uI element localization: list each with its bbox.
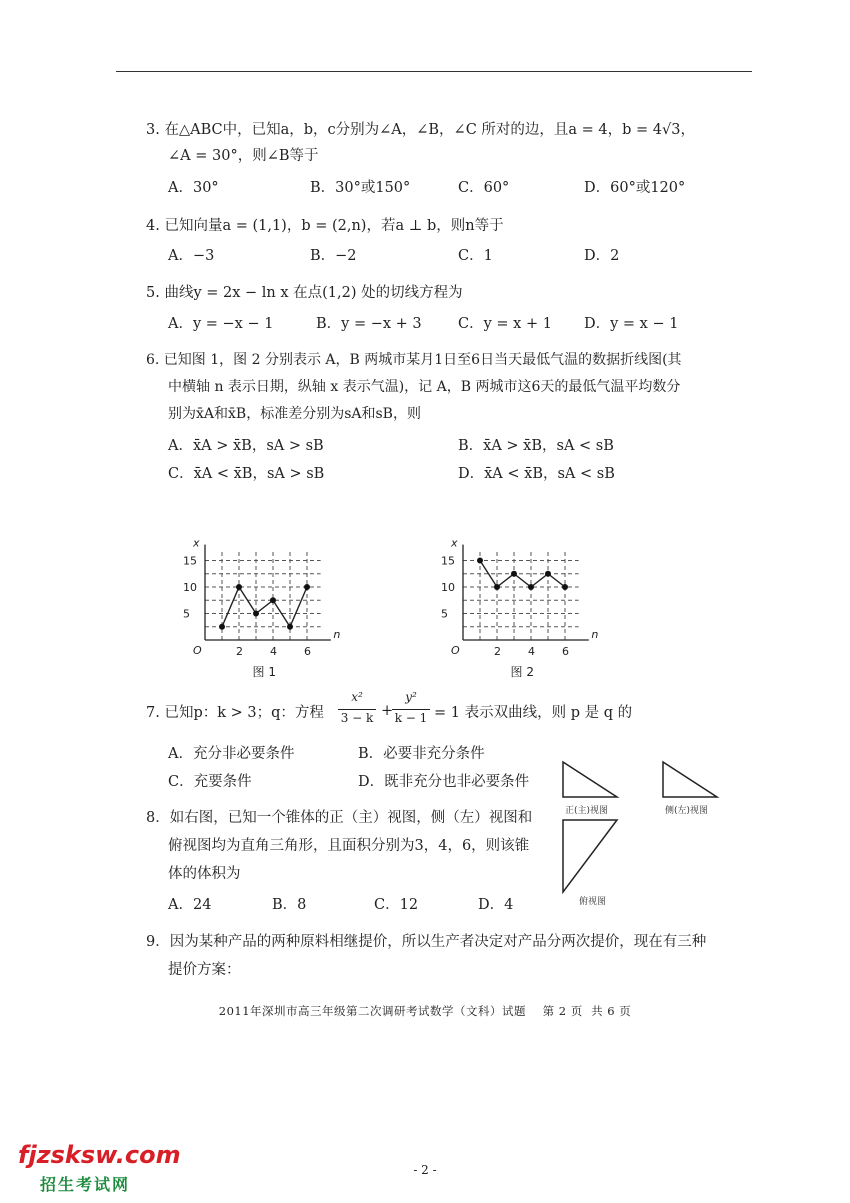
x-tick-label: 6	[304, 645, 311, 658]
q5-option-d: D．y = x − 1	[584, 316, 679, 332]
origin-label: O	[193, 644, 202, 657]
q8-option-c: C．12	[374, 897, 419, 913]
q3-line2: ∠A = 30°，则∠B等于	[168, 148, 319, 164]
q3-option-c: C．60°	[458, 180, 510, 196]
front-view-label: 正(主)视图	[565, 806, 609, 816]
x-tick-label: 4	[270, 645, 277, 658]
site-logo-subtitle: 招生考试网	[40, 1175, 131, 1194]
q7-frac2-bar	[392, 709, 430, 710]
q6-option-a: A．x̄A > x̄B，sA > sB	[168, 438, 324, 454]
data-point	[511, 571, 517, 577]
y-axis-label: x	[451, 536, 458, 550]
q7-option-c: C．充要条件	[168, 774, 252, 790]
data-point	[304, 584, 310, 590]
q3-option-a: A．30°	[168, 180, 219, 196]
side-view-triangle	[663, 762, 717, 797]
side-view-label: 侧(左)视图	[665, 806, 709, 816]
data-point	[477, 558, 483, 564]
data-point	[236, 584, 242, 590]
data-point	[253, 611, 259, 617]
data-point	[494, 584, 500, 590]
q7-plus: +	[381, 703, 394, 719]
q7-option-b: B．必要非充分条件	[358, 746, 485, 762]
data-point	[287, 624, 293, 630]
y-tick-label: 5	[441, 607, 448, 621]
q6-line3: 别为x̄A和x̄B，标准差分别为sA和sB，则	[168, 406, 421, 422]
q8-option-d: D．4	[478, 897, 514, 913]
q8-option-b: B．8	[272, 897, 307, 913]
q8-line3: 体的体积为	[168, 866, 241, 882]
q5-option-b: B．y = −x + 3	[316, 316, 422, 332]
q7-option-d: D．既非充分也非必要条件	[358, 774, 530, 790]
site-logo-text: fjzsksw.com	[18, 1141, 181, 1169]
figure-caption: 图 2	[510, 665, 534, 679]
front-view-triangle	[563, 762, 617, 797]
y-axis-label: x	[193, 536, 200, 550]
q7-frac1-bar	[338, 709, 376, 710]
chart-figure-2	[428, 490, 638, 680]
header-rule	[116, 71, 752, 72]
q8-line1: 8．如右图，已知一个锥体的正（主）视图，侧（左）视图和	[146, 810, 533, 826]
q3-line1: 3. 在△ABC中，已知a，b，c分别为∠A，∠B，∠C 所对的边，且a = 4，b = 4√3，	[146, 122, 695, 138]
figure-caption: 图 1	[252, 665, 276, 679]
q7-frac1-num: x²	[351, 690, 363, 704]
q5-option-c: C．y = x + 1	[458, 316, 552, 332]
q7-option-a: A．充分非必要条件	[168, 746, 295, 762]
data-point	[528, 584, 534, 590]
q4-option-d: D．2	[584, 248, 620, 264]
origin-label: O	[451, 644, 460, 657]
q7-frac1-den: 3 − k	[340, 711, 374, 725]
three-view-diagram	[555, 752, 735, 912]
x-tick-label: 2	[494, 645, 501, 658]
q6-option-b: B．x̄A > x̄B，sA < sB	[458, 438, 614, 454]
series-line	[222, 587, 307, 627]
q9-line1: 9．因为某种产品的两种原料相继提价，所以生产者决定对产品分两次提价，现在有三种	[146, 934, 707, 950]
x-axis-label: n	[591, 628, 599, 641]
chart-figure-1	[170, 490, 380, 680]
data-point	[219, 624, 225, 630]
data-point	[562, 584, 568, 590]
x-tick-label: 4	[528, 645, 535, 658]
q7-prefix: 7. 已知p：k > 3；q：方程	[146, 705, 324, 721]
q6-option-c: C．x̄A < x̄B，sA > sB	[168, 466, 325, 482]
data-point	[270, 597, 276, 603]
q4-option-b: B．−2	[310, 248, 357, 264]
q4-line1: 4. 已知向量a = (1,1)，b = (2,n)，若a ⊥ b，则n等于	[146, 218, 504, 234]
y-tick-label: 15	[441, 554, 455, 568]
x-axis-label: n	[333, 628, 341, 641]
q8-option-a: A．24	[168, 897, 212, 913]
y-tick-label: 10	[183, 581, 197, 594]
top-view-label: 俯视图	[579, 897, 607, 907]
q7-suffix: = 1 表示双曲线，则 p 是 q 的	[434, 705, 633, 721]
top-view-triangle	[563, 820, 617, 892]
x-tick-label: 6	[562, 645, 569, 658]
q7-frac2-den: k − 1	[394, 711, 428, 725]
y-tick-label: 15	[183, 554, 197, 568]
y-tick-label: 5	[183, 607, 190, 621]
q3-option-d: D．60°或120°	[584, 180, 686, 196]
q6-option-d: D．x̄A < x̄B，sA < sB	[458, 466, 615, 482]
q5-option-a: A．y = −x − 1	[168, 316, 274, 332]
q4-option-a: A．−3	[168, 248, 215, 264]
data-point	[545, 571, 551, 577]
q8-line2: 俯视图均为直角三角形，且面积分别为3，4，6，则该锥	[168, 838, 530, 854]
page-footer: 2011年深圳市高三年级第二次调研考试数学（文科）试题 第 2 页 共 6 页	[218, 1004, 632, 1018]
page-number: - 2 -	[413, 1163, 437, 1177]
q6-line2: 中横轴 n 表示日期，纵轴 x 表示气温)，记 A，B 两城市这6天的最低气温平均数分	[168, 379, 681, 395]
q4-option-c: C．1	[458, 248, 493, 264]
q3-option-b: B．30°或150°	[310, 180, 411, 196]
q6-line1: 6. 已知图 1，图 2 分别表示 A，B 两城市某月1日至6日当天最低气温的数据折线图(其	[146, 352, 682, 368]
x-tick-label: 2	[236, 645, 243, 658]
q5-line1: 5. 曲线y = 2x − ln x 在点(1,2) 处的切线方程为	[146, 285, 463, 301]
y-tick-label: 10	[441, 581, 455, 594]
q7-frac2-num: y²	[405, 690, 417, 704]
q9-line2: 提价方案：	[168, 962, 241, 978]
